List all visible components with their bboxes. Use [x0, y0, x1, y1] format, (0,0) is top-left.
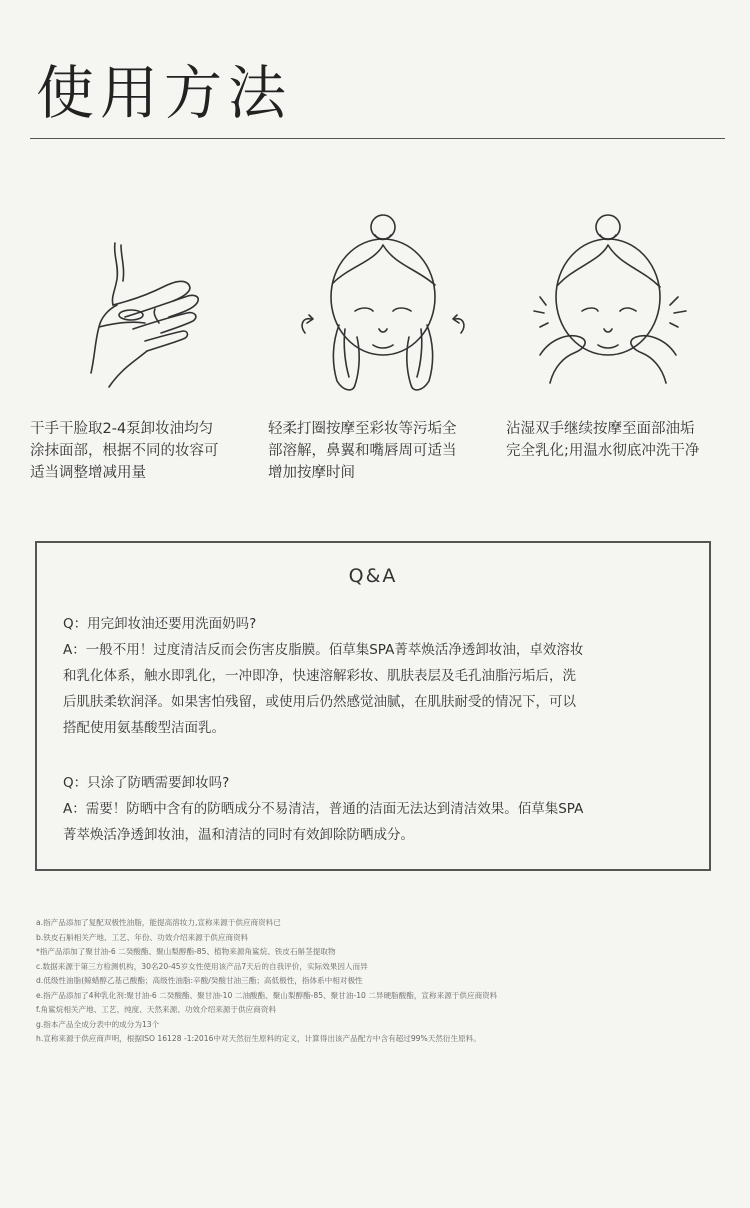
footnote: f.角鲨烷相关产地、工艺、纯度、天然来源、功效介绍来源于供应商资料: [36, 1005, 276, 1014]
footnote: a.指产品添加了复配双极性油脂，能提高溶妆力,宣称来源于供应商资料已: [36, 918, 281, 927]
face-massage-icon: [283, 205, 483, 405]
qa-title: Q&A: [348, 565, 398, 587]
step-1-line: 干手干脸取2-4泵卸妆油均匀: [30, 421, 214, 437]
qa-answer-line: 搭配使用氨基酸型洁面乳。: [63, 720, 225, 736]
step-1-text: [30, 418, 250, 484]
step-3-line: 沾湿双手继续按摩至面部油垢: [506, 421, 695, 437]
step-2-text: [268, 418, 488, 484]
step-1-line: 涂抹面部，根据不同的妆容可: [30, 443, 219, 459]
qa-answer-line: A：需要！防晒中含有的防晒成分不易清洁，普通的洁面无法达到清洁效果。佰草集SPA: [63, 801, 584, 817]
qa-item-2: [63, 770, 687, 848]
footnote: b.铁皮石斛相关产地、工艺、年份、功效介绍来源于供应商资料: [36, 932, 249, 942]
qa-answer-line: 菁萃焕活净透卸妆油，温和清洁的同时有效卸除防晒成分。: [63, 827, 414, 843]
qa-box: [35, 541, 711, 871]
step-2-line: 部溶解，鼻翼和嘴唇周可适当: [268, 443, 457, 459]
step-2-line: 增加按摩时间: [268, 465, 355, 481]
qa-item-1: [63, 611, 687, 741]
footnote: g.指本产品全成分表中的成分为13个: [36, 1019, 160, 1029]
step-1-line: 适当调整增减用量: [30, 465, 146, 481]
footnote: e.指产品添加了4种乳化剂:聚甘油-6 二癸酸酯、聚甘油-10 二油酸酯、聚山梨醇酯-85、聚甘油-10 二异硬脂酸酯，宣称来源于供应商资料: [36, 990, 498, 1000]
page-title: 使用方法: [36, 59, 293, 127]
face-rinse-icon: [510, 205, 710, 405]
step-3-text: [506, 418, 736, 462]
footnote: c.数据来源于第三方检测机构，30名20-45岁女性使用该产品7天后的自我评价，实际效果因人而异: [36, 961, 368, 971]
qa-answer-line: 和乳化体系，触水即乳化，一冲即净，快速溶解彩妆、肌肤表层及毛孔油脂污垢后，洗: [63, 668, 576, 684]
qa-answer-line: A：一般不用！过度清洁反而会伤害皮脂膜。佰草集SPA菁萃焕活净透卸妆油，卓效溶妆: [63, 642, 584, 658]
footnote: h.宣称来源于供应商声明，根据ISO 16128 -1:2016中对天然衍生原料的定义，计算得出该产品配方中含有超过99%天然衍生原料。: [36, 1034, 481, 1043]
title-divider: [30, 138, 725, 139]
footnotes: [36, 916, 716, 1047]
footnote: *指产品添加了聚甘油-6 二癸酸酯、聚山梨醇酯-85、植物来源角鲨烷、铁皮石斛茎提取物: [36, 947, 336, 956]
step-3-line: 完全乳化;用温水彻底冲洗干净: [506, 443, 700, 459]
hand-oil-icon: [55, 205, 255, 405]
qa-question: Q：用完卸妆油还要用洗面奶吗?: [63, 616, 257, 632]
step-2-line: 轻柔打圈按摩至彩妆等污垢全: [268, 421, 457, 437]
qa-question: Q：只涂了防晒需要卸妆吗?: [63, 775, 230, 791]
qa-answer-line: 后肌肤柔软润泽。如果害怕残留，或使用后仍然感觉油腻，在肌肤耐受的情况下，可以: [63, 694, 576, 710]
footnote: d.低级性油脂(鲸蜡醇乙基己酸酯；高级性油脂:辛酸/癸酸甘油三酯；高低极性，指体系中相对极性: [36, 976, 363, 985]
